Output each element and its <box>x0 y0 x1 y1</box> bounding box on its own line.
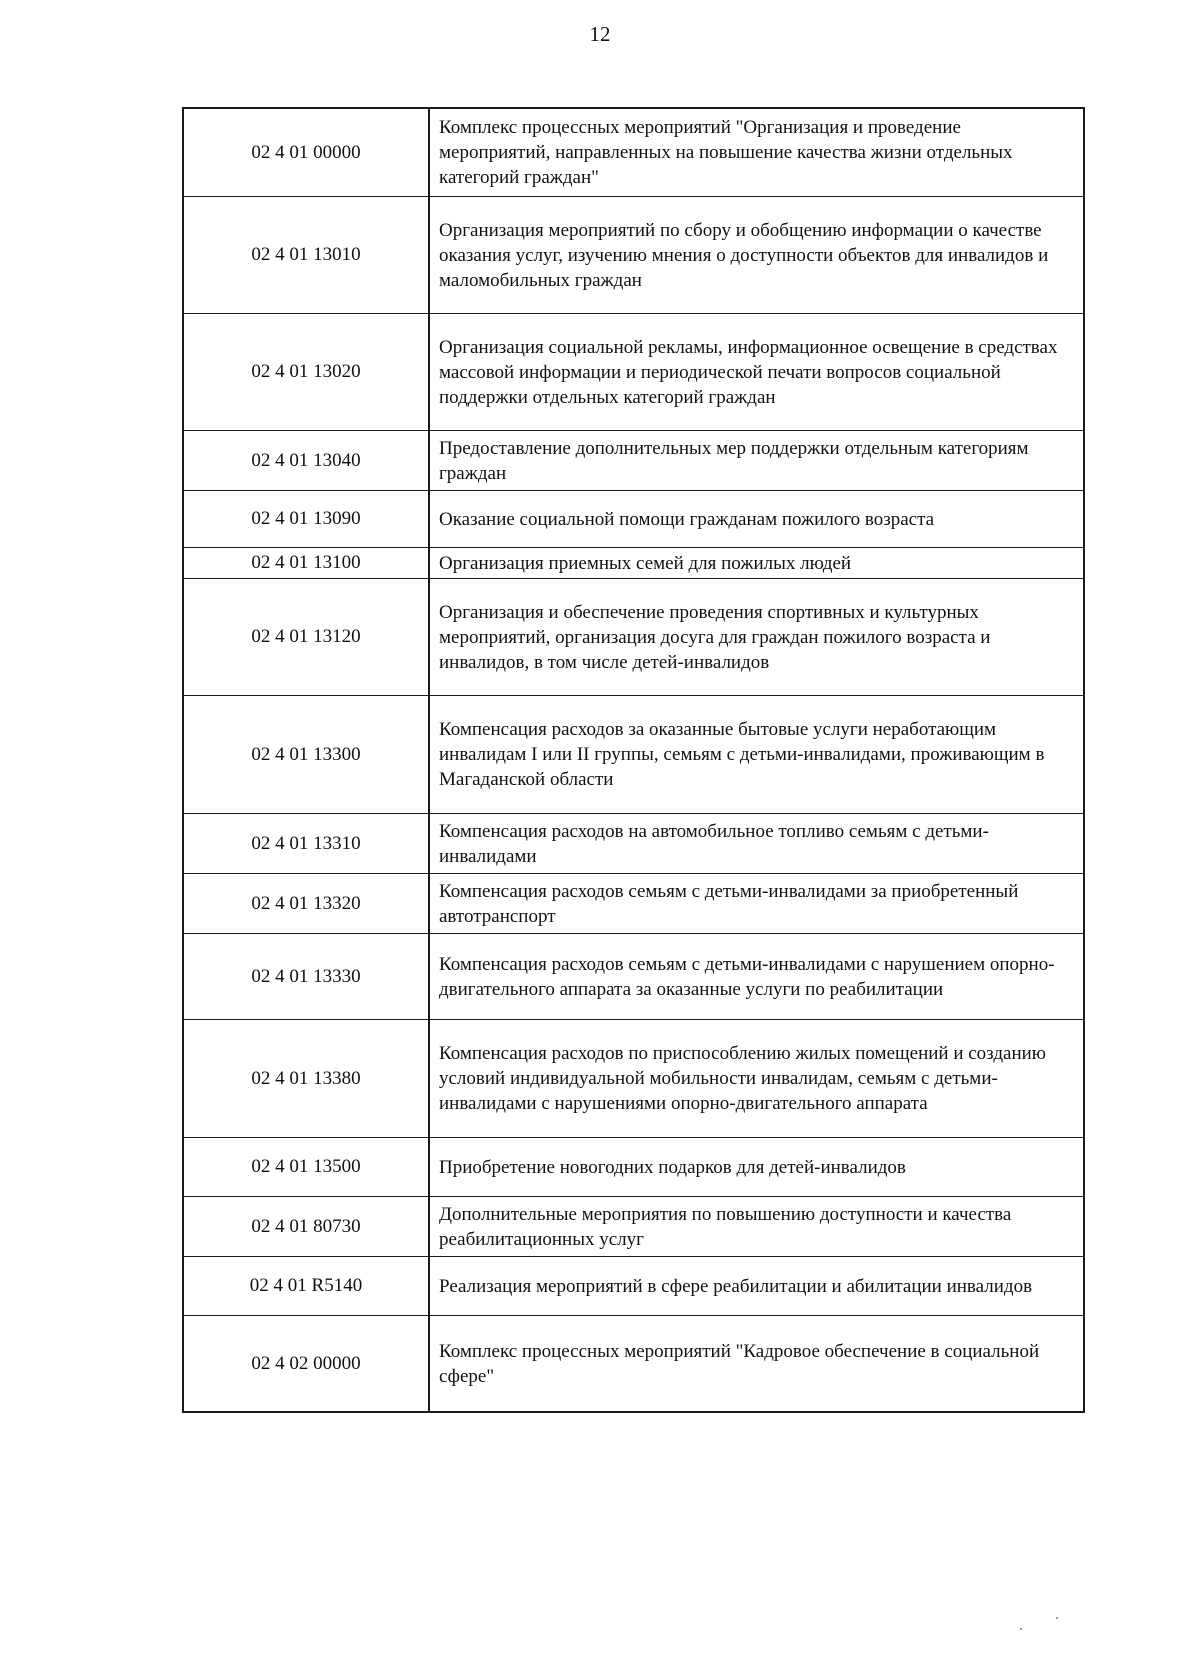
row-description: Дополнительные мероприятия по повышению доступности и качества реабилитационных услуг <box>439 1203 1012 1250</box>
table-row <box>184 873 1083 933</box>
page-number: 12 <box>589 22 611 46</box>
row-code: 02 4 01 13320 <box>251 892 361 914</box>
code-table <box>182 107 1085 1413</box>
scan-speck <box>1020 1628 1022 1630</box>
row-description: Компенсация расходов за оказанные бытовые услуги неработающим инвалидам I или II группы, семьям с детьми-инвалидами, проживающим в Магаданской области <box>439 719 1045 790</box>
row-description: Компенсация расходов семьям с детьми-инвалидами за приобретенный автотранспорт <box>439 880 1019 927</box>
row-description: Компенсация расходов семьям с детьми-инвалидами с нарушением опорно-двигательного аппарата за оказанные услуги по реабилитации <box>439 953 1055 1000</box>
row-code: 02 4 02 00000 <box>251 1352 361 1374</box>
scan-speck <box>1056 1617 1058 1619</box>
row-description: Организация приемных семей для пожилых людей <box>439 552 852 574</box>
row-code: 02 4 01 13010 <box>251 244 361 265</box>
row-code: 02 4 01 13040 <box>251 449 361 471</box>
row-description: Компенсация расходов на автомобильное топливо семьям с детьми-инвалидами <box>439 820 989 867</box>
row-code: 02 4 01 13090 <box>251 508 361 529</box>
row-description: Организация и обеспечение проведения спортивных и культурных мероприятий, организация досуга для граждан пожилого возраста и инвалидов, в том числе детей-инвалидов <box>439 601 991 673</box>
row-code: 02 4 01 13330 <box>251 965 361 987</box>
row-code: 02 4 01 13300 <box>251 743 361 765</box>
row-code: 02 4 01 13020 <box>251 361 361 382</box>
row-description: Комплекс процессных мероприятий "Кадровое обеспечение в социальной сфере" <box>439 1340 1040 1387</box>
row-description: Компенсация расходов по приспособлению жилых помещений и созданию условий индивидуальной мобильности инвалидам, семьям с детьми-инвалидами с нарушениями опорно-двигательного аппарата <box>439 1043 1046 1114</box>
row-description: Организация социальной рекламы, информационное освещение в средствах массовой информации и периодической печати вопросов социальной поддержки отдельных категорий граждан <box>439 336 1058 408</box>
row-code: 02 4 01 13120 <box>251 626 361 647</box>
row-description: Комплекс процессных мероприятий "Организация и проведение мероприятий, направленных на повышение качества жизни отдельных категорий граждан" <box>439 117 1013 188</box>
table-row <box>184 1019 1083 1137</box>
row-description: Оказание социальной помощи гражданам пожилого возраста <box>439 508 935 530</box>
row-code: 02 4 01 13500 <box>251 1156 361 1177</box>
row-description: Реализация мероприятий в сфере реабилитации и абилитации инвалидов <box>439 1275 1033 1297</box>
table-row <box>184 1256 1083 1315</box>
table-row <box>184 490 1083 547</box>
table-row <box>184 313 1083 430</box>
table-row <box>184 430 1083 490</box>
row-description: Приобретение новогодних подарков для детей-инвалидов <box>439 1156 906 1178</box>
table-row <box>184 196 1083 313</box>
row-code: 02 4 01 13100 <box>251 552 361 573</box>
table-row <box>184 109 1083 196</box>
table-row <box>184 813 1083 873</box>
table-row <box>184 1196 1083 1256</box>
table-row <box>184 1137 1083 1196</box>
row-code: 02 4 01 80730 <box>251 1215 361 1237</box>
table-row <box>184 1315 1083 1411</box>
row-description: Предоставление дополнительных мер поддержки отдельным категориям граждан <box>439 437 1029 484</box>
row-code: 02 4 01 13310 <box>251 832 361 854</box>
row-code: 02 4 01 R5140 <box>249 1275 363 1296</box>
row-code: 02 4 01 13380 <box>251 1067 361 1089</box>
row-description: Организация мероприятий по сбору и обобщению информации о качестве оказания услуг, изучению мнения о доступности объектов для инвалидов и маломобильных граждан <box>439 219 1049 291</box>
table-row <box>184 578 1083 695</box>
table-row <box>184 547 1083 578</box>
table-row <box>184 695 1083 813</box>
row-code: 02 4 01 00000 <box>251 141 361 163</box>
table-row <box>184 933 1083 1019</box>
